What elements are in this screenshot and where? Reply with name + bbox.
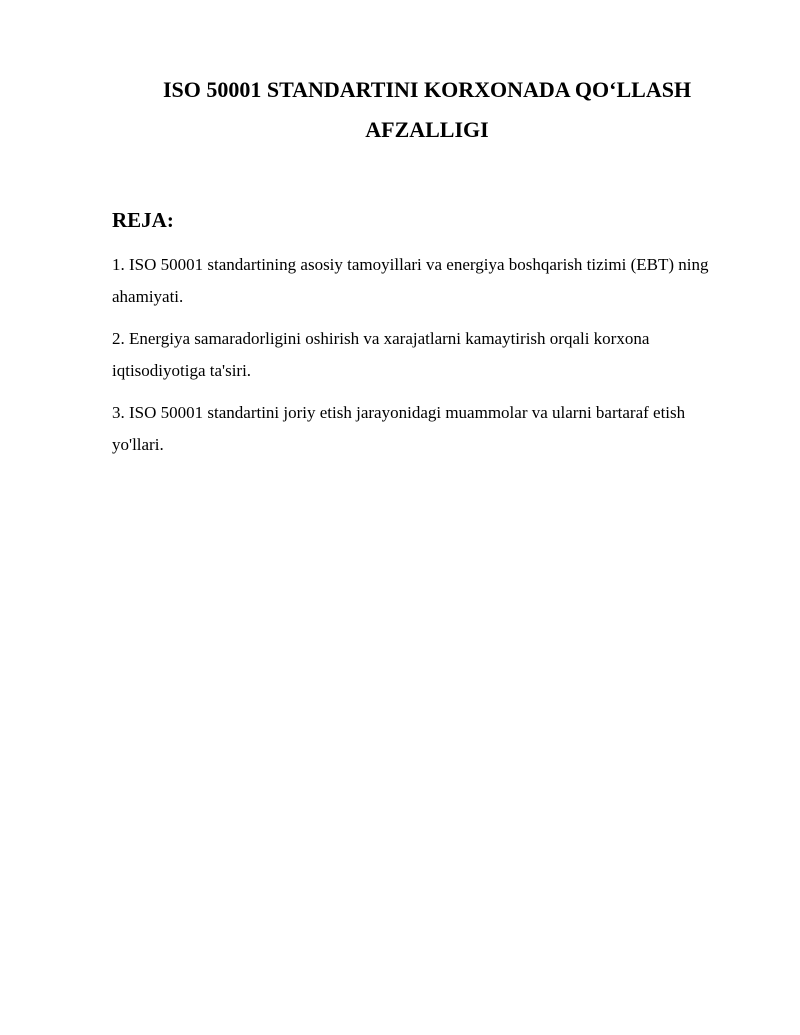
plan-item-1: 1. ISO 50001 standartining asosiy tamoyillari va energiya boshqarish tizimi (EBT) ning ahamiyati. (112, 255, 709, 306)
plan-heading: REJA: (112, 208, 174, 232)
document-title-line-1: ISO 50001 STANDARTINI KORXONADA QO‘LLASH (162, 77, 692, 102)
document-title-line-2: AFZALLIGI (365, 117, 489, 142)
plan-item-3: 3. ISO 50001 standartini joriy etish jarayonidagi muammolar va ularni bartaraf etish yo'llari. (112, 403, 686, 454)
plan-item-2: 2. Energiya samaradorligini oshirish va xarajatlarni kamaytirish orqali korxona iqtisodiyotiga ta'siri. (112, 329, 650, 380)
